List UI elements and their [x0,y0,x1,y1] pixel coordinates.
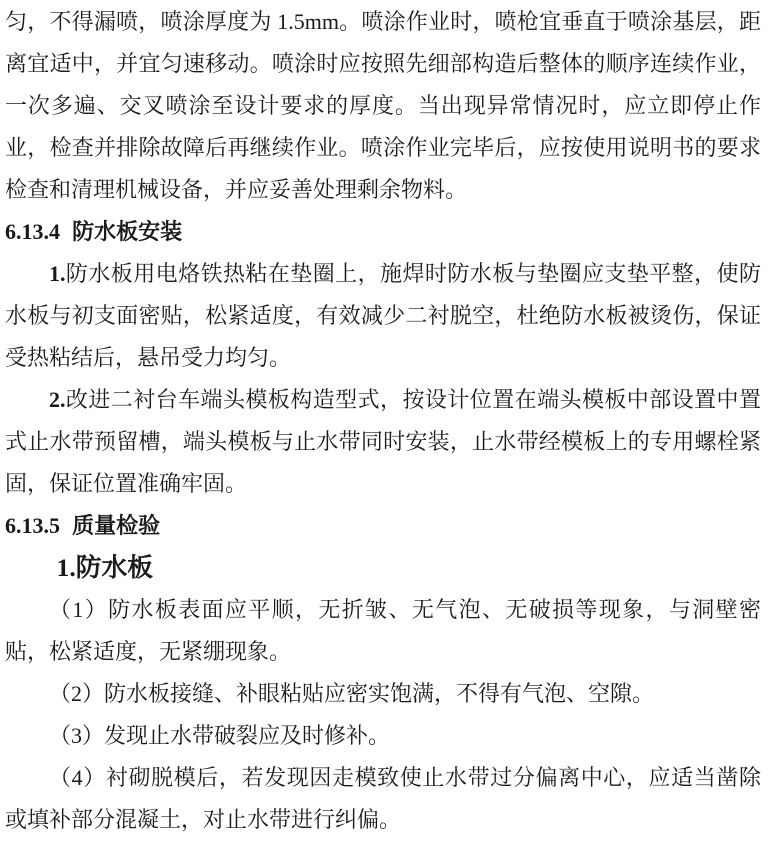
section-heading-6-13-5 [5,505,761,547]
subsection-number: 1. [56,553,76,582]
list-item-paragraph: （3）发现止水带破裂应及时修补。 [49,723,391,748]
list-item-paragraph: （1）防水板表面应平顺，无折皱、无气泡、无破损等现象，与洞壁密贴，松紧适度，无紧绷现象。 [5,597,761,664]
continuation-paragraph: 匀，不得漏喷，喷涂厚度为 1.5mm。喷涂作业时，喷枪宜垂直于喷涂基层，距离宜适中，并宜匀速移动。喷涂时应按照先细部构造后整体的顺序连续作业，一次多遍、交叉喷涂至设计要求的厚度。当出现异常情况时，应立即停止作业，检查并排除故障后再继续作业。喷涂作业完毕后，应按使用说明书的要求检查和清理机械设备，并应妥善处理剩余物料。 [5,9,761,202]
numbered-paragraph [5,379,761,505]
list-item-paragraph: （4）衬砌脱模后，若发现因走模致使止水带过分偏离中心，应适当凿除或填补部分混凝土，对止水带进行纠偏。 [5,765,761,832]
section-number: 6.13.5 [5,513,60,538]
list-item-paragraph: （2）防水板接缝、补眼粘贴应密实饱满，不得有气泡、空隙。 [49,681,655,706]
subsection-heading-waterproof-board [5,547,761,589]
paragraph-number: 2. [49,387,66,412]
section-title: 质量检验 [72,513,161,538]
section-number: 6.13.4 [5,219,60,244]
paragraph-text: 防水板用电烙铁热粘在垫圈上，施焊时防水板与垫圈应支垫平整，使防水板与初支面密贴，松紧适度，有效减少二衬脱空，杜绝防水板被烫伤，保证受热粘结后，悬吊受力均匀。 [5,261,761,370]
paragraph-number: 1. [49,261,66,286]
numbered-paragraph [5,253,761,379]
subsection-title: 防水板 [75,553,153,582]
section-heading-6-13-4 [5,211,761,253]
section-title: 防水板安装 [72,219,183,244]
paragraph-text: 改进二衬台车端头模板构造型式，按设计位置在端头模板中部设置中置式止水带预留槽，端头模板与止水带同时安装，止水带经模板上的专用螺栓紧固，保证位置准确牢固。 [5,387,761,496]
